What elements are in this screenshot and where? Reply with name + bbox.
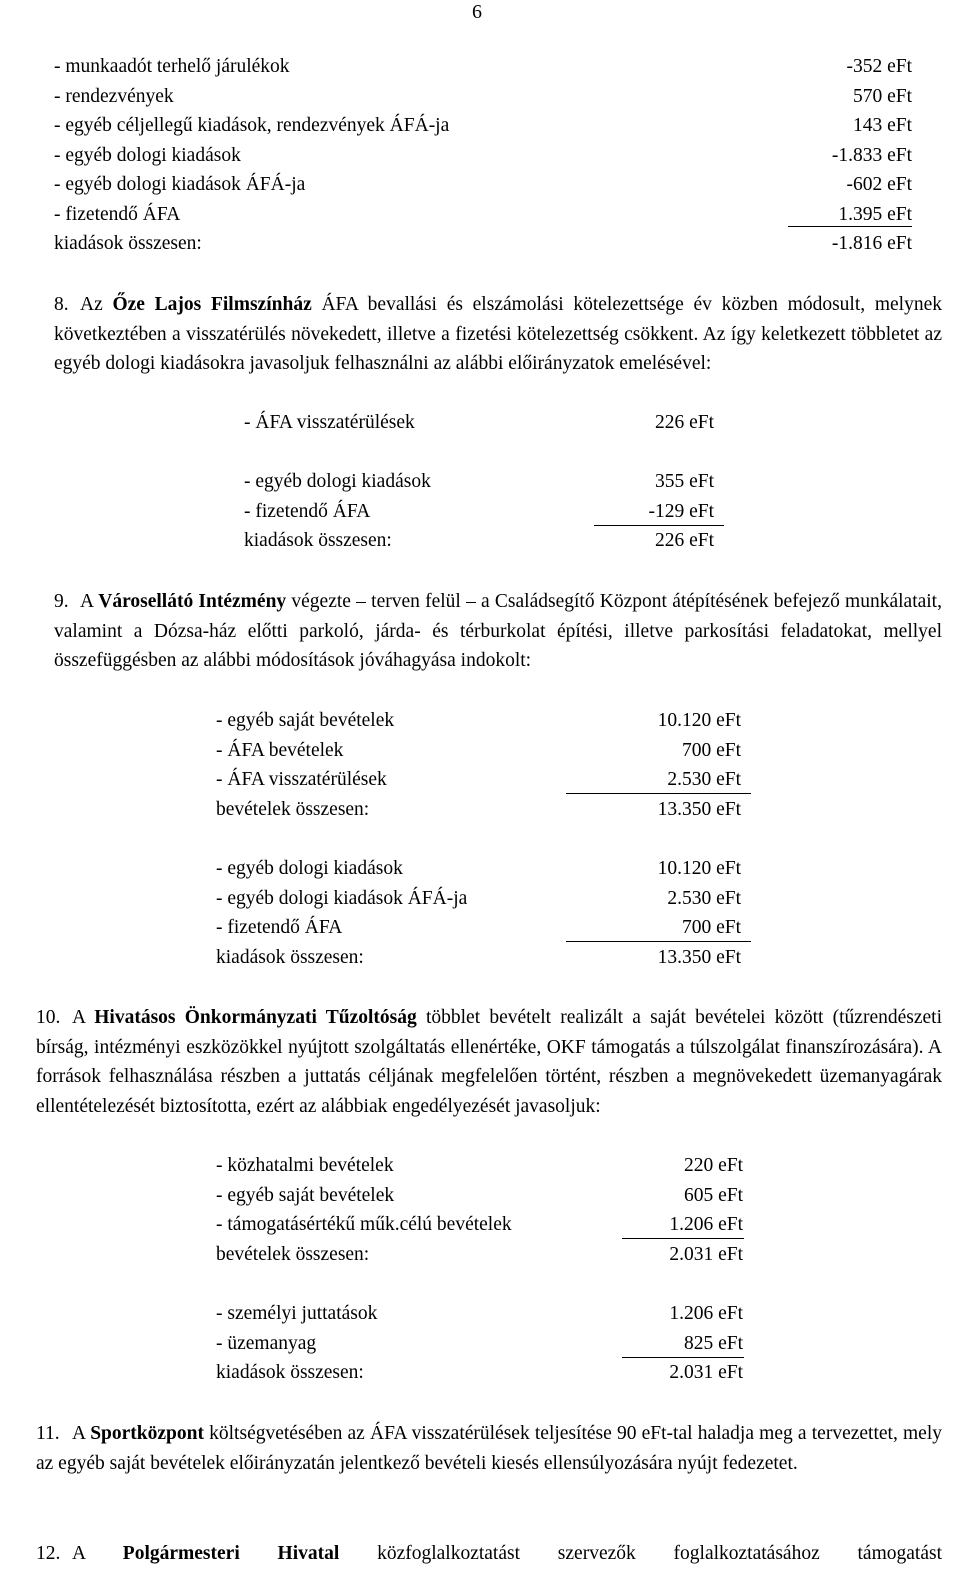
row-label: - egyéb dologi kiadások ÁFÁ-ja	[54, 174, 306, 195]
item-10-institution: Hivatásos Önkormányzati Tűzoltóság	[94, 1007, 417, 1028]
item-9-table-b	[216, 854, 741, 972]
row-value: 13.350 eFt	[657, 946, 741, 968]
list-item	[54, 229, 912, 259]
item-8-text: ÁFA bevallási és elszámolási kötelezettsége év közben módosult, melynek következtében a visszatérülés növekedett, illetve a fizetési kötelezettség csökkent. Az így keletkezett többletet az egyéb dologi kiadásokra javasoljuk felhasználni az alábbi előirányzatok emelésével:	[54, 294, 942, 374]
list-item	[54, 170, 912, 200]
list-item	[216, 1240, 743, 1270]
row-label: - egyéb saját bevételek	[216, 1184, 395, 1206]
row-label: - ÁFA visszatérülések	[244, 412, 415, 433]
sum-underline	[566, 941, 751, 942]
row-value: 2.530 eFt	[667, 769, 741, 790]
item-9-text: végezte – terven felül – a Családsegítő Központ átépítésének befejező munkálatait, valamint a Dózsa-ház előtti parkoló, járda- és térburkolat építési, illetve parkosítási feladatokat, mellyel összefüggésben az alábbi módosítások jóváhagyása indokolt:	[54, 591, 942, 671]
sum-underline	[622, 1238, 744, 1239]
sum-underline	[788, 226, 912, 227]
page-number: 6	[472, 1, 482, 23]
row-value: 220 eFt	[683, 1155, 743, 1176]
row-label: - munkaadót terhelő járulékok	[54, 56, 290, 77]
item-9-paragraph	[54, 587, 942, 676]
item-11-prefix: A	[72, 1423, 91, 1444]
list-item	[216, 1299, 743, 1329]
list-item	[216, 854, 741, 884]
item-12-prefix: A	[72, 1543, 123, 1564]
row-label: - személyi juttatások	[216, 1303, 378, 1324]
row-label: bevételek összesen:	[216, 798, 370, 820]
row-value: 226 eFt	[654, 412, 714, 433]
row-value: 2.031 eFt	[669, 1243, 743, 1265]
row-value: 226 eFt	[654, 530, 714, 551]
list-item	[216, 913, 741, 943]
item-9-institution: Városellátó Intézmény	[98, 591, 287, 612]
list-item	[54, 82, 912, 112]
row-label: - egyéb dologi kiadások	[216, 858, 403, 879]
row-label: kiadások összesen:	[216, 946, 364, 968]
row-value: 1.395 eFt	[838, 203, 912, 225]
row-label: - fizetendő ÁFA	[216, 917, 343, 938]
item-12-paragraph	[36, 1539, 942, 1569]
list-item	[216, 943, 741, 973]
row-value: -1.833 eFt	[831, 144, 912, 166]
sum-underline	[594, 525, 724, 526]
top-amount-list	[54, 52, 912, 259]
list-item	[244, 467, 714, 497]
list-item	[216, 1329, 743, 1359]
item-9-prefix: A	[80, 591, 99, 612]
row-label: bevételek összesen:	[216, 1243, 370, 1265]
item-10-text: többlet bevételt realizált a saját bevételei között (tűzrendészeti bírság, intézményi eszközökkel nyújtott szolgáltatás ellenértéke, OKF támogatás a túlszolgálat finanszírozására). A források felhasználása részben a juttatás céljának megfelelően történt, részben a megnövekedett üzemanyagárak ellentételezését biztosította, ezért az alábbiak engedélyezését javasoljuk:	[36, 1007, 942, 1117]
sum-underline	[622, 1357, 744, 1358]
row-label: - egyéb dologi kiadások ÁFÁ-ja	[216, 887, 468, 909]
item-10-prefix: A	[72, 1007, 95, 1028]
item-10-number: 10.	[36, 1007, 61, 1028]
list-item	[216, 1358, 743, 1388]
list-item	[54, 111, 912, 141]
item-9-table-a	[216, 706, 741, 824]
row-value: -129 eFt	[648, 500, 714, 522]
list-item	[244, 497, 714, 527]
row-value: 570 eFt	[852, 85, 912, 107]
list-item	[216, 884, 741, 914]
item-11-number: 11.	[36, 1423, 60, 1444]
row-value: 825 eFt	[683, 1332, 743, 1354]
row-value: 10.120 eFt	[657, 858, 741, 879]
item-12-institution: Polgármesteri Hivatal	[122, 1543, 340, 1564]
row-label: kiadások összesen:	[54, 233, 202, 254]
list-item	[216, 1151, 743, 1181]
list-item	[216, 706, 741, 736]
row-value: -602 eFt	[846, 174, 912, 195]
row-label: kiadások összesen:	[244, 530, 392, 551]
row-label: - fizetendő ÁFA	[54, 203, 181, 225]
item-12-text: közfoglalkoztatást szervezők foglalkoztatásához támogatást	[339, 1543, 942, 1564]
row-value: 605 eFt	[683, 1184, 743, 1206]
row-label: - egyéb saját bevételek	[216, 710, 395, 731]
row-label: - ÁFA bevételek	[216, 739, 344, 761]
item-8-prefix: Az	[80, 294, 113, 315]
row-value: 2.031 eFt	[669, 1362, 743, 1383]
item-11-paragraph	[36, 1419, 942, 1478]
row-value: 1.206 eFt	[669, 1303, 743, 1324]
row-value: 13.350 eFt	[657, 798, 741, 820]
list-item	[54, 52, 912, 82]
item-11-institution: Sportközpont	[90, 1423, 204, 1444]
list-item	[54, 141, 912, 171]
row-value: 700 eFt	[681, 917, 741, 938]
list-item	[54, 200, 912, 230]
row-label: - egyéb dologi kiadások	[54, 144, 241, 166]
item-10-table-a	[216, 1151, 743, 1269]
item-8-number: 8.	[54, 294, 69, 315]
item-11-text: költségvetésében az ÁFA visszatérülések teljesítése 90 eFt-tal haladja meg a tervezettet, mely az egyéb saját bevételek előirányzatán jelentkező bevételi kiesés ellensúlyozására nyújt fedezetet.	[36, 1423, 942, 1474]
row-value: 700 eFt	[681, 739, 741, 761]
row-value: 2.530 eFt	[667, 887, 741, 909]
row-value: -352 eFt	[846, 56, 912, 77]
item-8-table-a	[244, 408, 714, 438]
list-item	[216, 765, 741, 795]
row-value: 1.206 eFt	[669, 1214, 743, 1235]
row-label: kiadások összesen:	[216, 1362, 364, 1383]
list-item	[216, 1210, 743, 1240]
row-label: - rendezvények	[54, 85, 174, 107]
list-item	[216, 1181, 743, 1211]
item-8-institution: Őze Lajos Filmszínház	[112, 294, 312, 315]
row-value: -1.816 eFt	[831, 233, 912, 254]
row-label: - egyéb céljellegű kiadások, rendezvények ÁFÁ-ja	[54, 115, 450, 136]
row-label: - támogatásértékű műk.célú bevételek	[216, 1214, 512, 1235]
item-10-paragraph	[36, 1003, 942, 1121]
list-item	[216, 736, 741, 766]
item-10-table-b	[216, 1299, 743, 1388]
row-label: - közhatalmi bevételek	[216, 1155, 394, 1176]
row-value: 10.120 eFt	[657, 710, 741, 731]
row-label: - fizetendő ÁFA	[244, 500, 371, 522]
item-12-number: 12.	[36, 1543, 61, 1564]
item-8-paragraph	[54, 290, 942, 379]
row-label: - ÁFA visszatérülések	[216, 769, 387, 790]
item-8-table-b	[244, 467, 714, 556]
row-value: 355 eFt	[654, 471, 714, 492]
list-item	[244, 526, 714, 556]
list-item	[216, 795, 741, 825]
list-item	[244, 408, 714, 438]
row-label: - egyéb dologi kiadások	[244, 471, 431, 492]
item-9-number: 9.	[54, 591, 69, 612]
row-label: - üzemanyag	[216, 1332, 317, 1354]
sum-underline	[566, 793, 751, 794]
row-value: 143 eFt	[852, 115, 912, 136]
